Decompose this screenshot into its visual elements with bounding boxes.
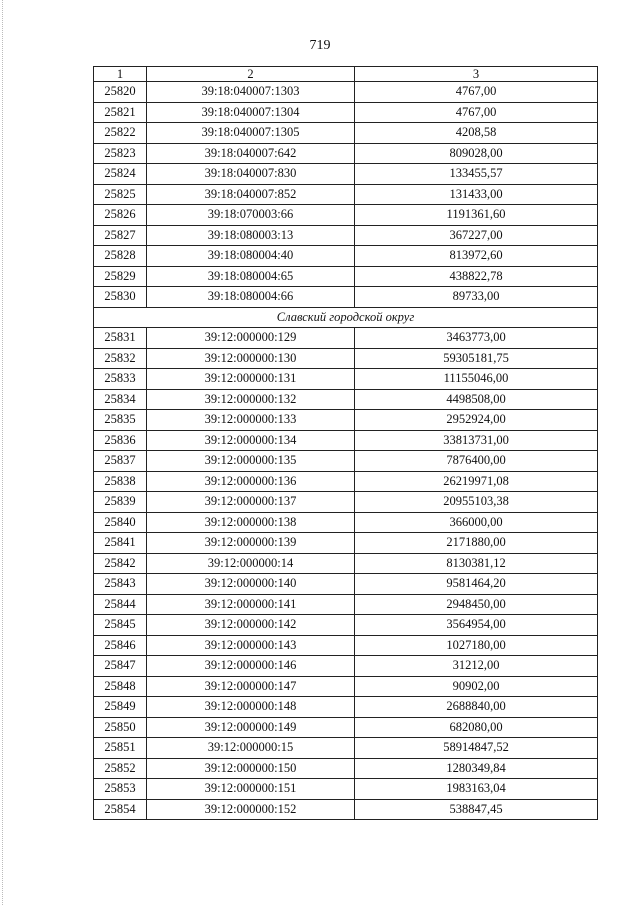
cadastral-value: 809028,00 [355,143,598,164]
table-row [94,594,598,615]
cadastral-number: 39:12:000000:14 [147,553,355,574]
table-row [94,779,598,800]
section-row [94,307,598,328]
row-number: 25848 [94,676,147,697]
table-row [94,82,598,103]
cadastral-number: 39:18:080004:40 [147,246,355,267]
cadastral-value: 8130381,12 [355,553,598,574]
cadastral-number: 39:12:000000:152 [147,799,355,820]
row-number: 25850 [94,717,147,738]
row-number: 25825 [94,184,147,205]
row-number: 25846 [94,635,147,656]
cadastral-number: 39:12:000000:142 [147,615,355,636]
cadastral-number: 39:18:070003:66 [147,205,355,226]
table-row [94,266,598,287]
row-number: 25852 [94,758,147,779]
cadastral-value: 438822,78 [355,266,598,287]
table-row [94,246,598,267]
cadastral-value: 538847,45 [355,799,598,820]
cadastral-value: 31212,00 [355,656,598,677]
row-number: 25843 [94,574,147,595]
cadastral-number: 39:12:000000:149 [147,717,355,738]
table-row [94,635,598,656]
table-row [94,184,598,205]
row-number: 25820 [94,82,147,103]
cadastral-number: 39:12:000000:135 [147,451,355,472]
row-number: 25844 [94,594,147,615]
table-row [94,389,598,410]
table-row [94,676,598,697]
cadastral-number: 39:12:000000:146 [147,656,355,677]
cadastral-number: 39:12:000000:141 [147,594,355,615]
table-row [94,369,598,390]
cadastral-number: 39:12:000000:133 [147,410,355,431]
table-row [94,717,598,738]
column-header-2: 2 [147,67,355,82]
table-row [94,512,598,533]
row-number: 25822 [94,123,147,144]
cadastral-value: 682080,00 [355,717,598,738]
table-body-before-section [94,82,598,308]
cadastral-number: 39:18:040007:852 [147,184,355,205]
cadastral-number: 39:12:000000:151 [147,779,355,800]
cadastral-value: 367227,00 [355,225,598,246]
row-number: 25837 [94,451,147,472]
cadastral-value: 2948450,00 [355,594,598,615]
cadastral-number: 39:12:000000:140 [147,574,355,595]
table-header-row [94,67,598,82]
cadastral-number: 39:18:040007:1305 [147,123,355,144]
cadastral-number: 39:18:040007:1304 [147,102,355,123]
page-number: 719 [309,38,331,53]
cadastral-value: 1983163,04 [355,779,598,800]
row-number: 25823 [94,143,147,164]
cadastral-value: 2171880,00 [355,533,598,554]
cadastral-number: 39:12:000000:148 [147,697,355,718]
row-number: 25827 [94,225,147,246]
column-header-3: 3 [355,67,598,82]
cadastral-value: 2952924,00 [355,410,598,431]
table-body-after-section [94,328,598,820]
row-number: 25851 [94,738,147,759]
row-number: 25829 [94,266,147,287]
row-number: 25832 [94,348,147,369]
cadastral-value: 3463773,00 [355,328,598,349]
row-number: 25838 [94,471,147,492]
cadastral-value: 90902,00 [355,676,598,697]
cadastral-number: 39:12:000000:137 [147,492,355,513]
row-number: 25849 [94,697,147,718]
cadastral-value: 1280349,84 [355,758,598,779]
table-row [94,164,598,185]
cadastral-value: 4208,58 [355,123,598,144]
cadastral-number: 39:18:040007:1303 [147,82,355,103]
cadastral-value: 20955103,38 [355,492,598,513]
cadastral-value: 59305181,75 [355,348,598,369]
cadastral-number: 39:12:000000:129 [147,328,355,349]
table-row [94,430,598,451]
cadastral-value: 4767,00 [355,82,598,103]
table-row [94,225,598,246]
cadastral-value: 4498508,00 [355,389,598,410]
row-number: 25821 [94,102,147,123]
row-number: 25853 [94,779,147,800]
cadastral-value: 3564954,00 [355,615,598,636]
cadastral-number: 39:12:000000:138 [147,512,355,533]
cadastral-number: 39:12:000000:136 [147,471,355,492]
scan-edge-line [2,0,3,905]
table-row [94,697,598,718]
cadastral-number: 39:12:000000:143 [147,635,355,656]
table-row [94,656,598,677]
cadastral-value: 33813731,00 [355,430,598,451]
cadastral-number: 39:12:000000:139 [147,533,355,554]
cadastral-value: 1191361,60 [355,205,598,226]
table-row [94,205,598,226]
cadastral-number: 39:18:040007:830 [147,164,355,185]
row-number: 25831 [94,328,147,349]
row-number: 25824 [94,164,147,185]
cadastral-number: 39:18:080004:65 [147,266,355,287]
table-row [94,553,598,574]
table-row [94,738,598,759]
cadastral-value-table [93,66,598,820]
table-row [94,102,598,123]
table-row [94,471,598,492]
row-number: 25854 [94,799,147,820]
cadastral-value: 58914847,52 [355,738,598,759]
cadastral-value: 366000,00 [355,512,598,533]
table-row [94,143,598,164]
row-number: 25842 [94,553,147,574]
row-number: 25847 [94,656,147,677]
cadastral-value: 1027180,00 [355,635,598,656]
cadastral-value: 2688840,00 [355,697,598,718]
table-row [94,799,598,820]
cadastral-number: 39:18:080003:13 [147,225,355,246]
row-number: 25840 [94,512,147,533]
cadastral-value: 131433,00 [355,184,598,205]
row-number: 25835 [94,410,147,431]
cadastral-number: 39:18:080004:66 [147,287,355,308]
table-row [94,615,598,636]
cadastral-value: 26219971,08 [355,471,598,492]
cadastral-value: 813972,60 [355,246,598,267]
row-number: 25833 [94,369,147,390]
cadastral-value: 4767,00 [355,102,598,123]
row-number: 25828 [94,246,147,267]
cadastral-number: 39:12:000000:132 [147,389,355,410]
table-row [94,758,598,779]
section-row-group [94,307,598,328]
row-number: 25830 [94,287,147,308]
table-row [94,533,598,554]
cadastral-number: 39:12:000000:147 [147,676,355,697]
table-row [94,451,598,472]
row-number: 25841 [94,533,147,554]
cadastral-value: 133455,57 [355,164,598,185]
table-row [94,328,598,349]
cadastral-value: 11155046,00 [355,369,598,390]
cadastral-number: 39:12:000000:131 [147,369,355,390]
cadastral-number: 39:12:000000:130 [147,348,355,369]
table-row [94,492,598,513]
table-row [94,574,598,595]
cadastral-value: 7876400,00 [355,451,598,472]
table-row [94,287,598,308]
row-number: 25839 [94,492,147,513]
section-title: Славский городской округ [94,307,598,328]
row-number: 25834 [94,389,147,410]
cadastral-number: 39:18:040007:642 [147,143,355,164]
table-row [94,348,598,369]
row-number: 25836 [94,430,147,451]
cadastral-number: 39:12:000000:134 [147,430,355,451]
column-header-1: 1 [94,67,147,82]
row-number: 25845 [94,615,147,636]
table-row [94,410,598,431]
table-row [94,123,598,144]
cadastral-number: 39:12:000000:150 [147,758,355,779]
row-number: 25826 [94,205,147,226]
cadastral-value: 9581464,20 [355,574,598,595]
cadastral-number: 39:12:000000:15 [147,738,355,759]
cadastral-value: 89733,00 [355,287,598,308]
